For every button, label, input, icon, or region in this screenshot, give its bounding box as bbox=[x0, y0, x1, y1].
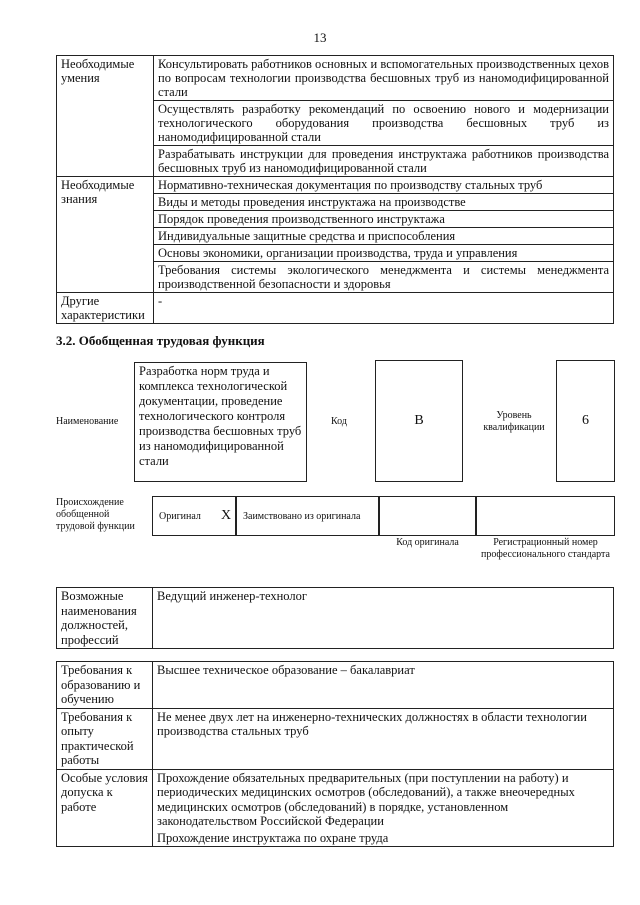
table-row bbox=[57, 769, 614, 830]
borrowed-cell bbox=[236, 496, 379, 536]
education-label: Требования к образованию и обучению bbox=[57, 662, 153, 709]
skill-item: Консультировать работников основных и вспомогательных производственных цехов по вопросам технологии производства бесшовных труб из наномодифицированной стали bbox=[154, 56, 614, 101]
education-value: Высшее техническое образование – бакалавриат bbox=[153, 662, 614, 709]
original-label: Оригинал bbox=[159, 511, 201, 522]
code-value: B bbox=[414, 413, 424, 428]
experience-label: Требования к опыту практической работы bbox=[57, 708, 153, 769]
other-value: - bbox=[154, 293, 614, 324]
table-row bbox=[57, 177, 614, 194]
reg-number-caption: Регистрационный номер профессионального стандарта bbox=[481, 537, 610, 560]
table-row bbox=[57, 56, 614, 101]
table-row bbox=[57, 293, 614, 324]
skill-item: Осуществлять разработку рекомендаций по освоению нового и модернизации технологического оборудования производства бесшовных труб из наномодифицированной стали bbox=[154, 101, 614, 146]
table-row bbox=[57, 662, 614, 709]
level-label: Уровень квалификации bbox=[483, 410, 545, 433]
knowledge-item: Требования системы экологического менеджмента и системы менеджмента производственной безопасности и здоровья bbox=[154, 262, 614, 293]
reg-number-cell bbox=[476, 496, 615, 536]
positions-table bbox=[56, 587, 614, 649]
experience-value: Не менее двух лет на инженерно-технических должностях в области технологии производства стальных труб bbox=[153, 708, 614, 769]
table-row bbox=[57, 588, 614, 649]
other-label: Другие характеристики bbox=[57, 293, 154, 324]
admission-value-2: Прохождение инструктажа по охране труда bbox=[153, 830, 614, 847]
code-original-cell bbox=[379, 496, 476, 536]
knowledge-item: Нормативно-техническая документация по производству стальных труб bbox=[154, 177, 614, 194]
knowledge-item: Виды и методы проведения инструктажа на производстве bbox=[154, 194, 614, 211]
section-title: 3.2. Обобщенная трудовая функция bbox=[56, 333, 265, 348]
level-value: 6 bbox=[582, 413, 589, 428]
original-mark: X bbox=[221, 508, 232, 523]
positions-label: Возможные наименования должностей, профессий bbox=[57, 588, 153, 649]
function-name-value: Разработка норм труда и комплекса технологической документации, проведение технологического контроля производства бесшовных труб из наномодифицированной стали bbox=[134, 362, 307, 482]
positions-value: Ведущий инженер-технолог bbox=[153, 588, 614, 649]
knowledge-label: Необходимые знания bbox=[57, 177, 154, 293]
code-original-caption: Код оригинала bbox=[396, 537, 459, 548]
skills-label: Необходимые умения bbox=[57, 56, 154, 177]
code-box bbox=[375, 360, 463, 482]
requirements-table bbox=[56, 661, 614, 847]
knowledge-item: Основы экономики, организации производства, труда и управления bbox=[154, 245, 614, 262]
code-label: Код bbox=[331, 416, 347, 427]
knowledge-item: Индивидуальные защитные средства и приспособления bbox=[154, 228, 614, 245]
original-cell bbox=[152, 496, 236, 536]
table-row bbox=[57, 708, 614, 769]
borrowed-label: Заимствовано из оригинала bbox=[243, 511, 361, 522]
origin-label: Происхождение обобщенной трудовой функции bbox=[56, 497, 135, 532]
name-label: Наименование bbox=[56, 416, 119, 427]
knowledge-item: Порядок проведения производственного инструктажа bbox=[154, 211, 614, 228]
admission-value: Прохождение обязательных предварительных (при поступлении на работу) и периодических медицинских осмотров (обследований), а также внеочередных медицинских осмотров (обследований) в порядке, установленном законодательством Российской Федерации bbox=[153, 769, 614, 830]
level-box bbox=[556, 360, 615, 482]
skill-item: Разрабатывать инструкции для проведения инструктажа работников производства бесшовных труб из наномодифицированной стали bbox=[154, 146, 614, 177]
skills-knowledge-table bbox=[56, 55, 614, 324]
admission-label: Особые условия допуска к работе bbox=[57, 769, 153, 847]
page-number: 13 bbox=[313, 30, 327, 45]
